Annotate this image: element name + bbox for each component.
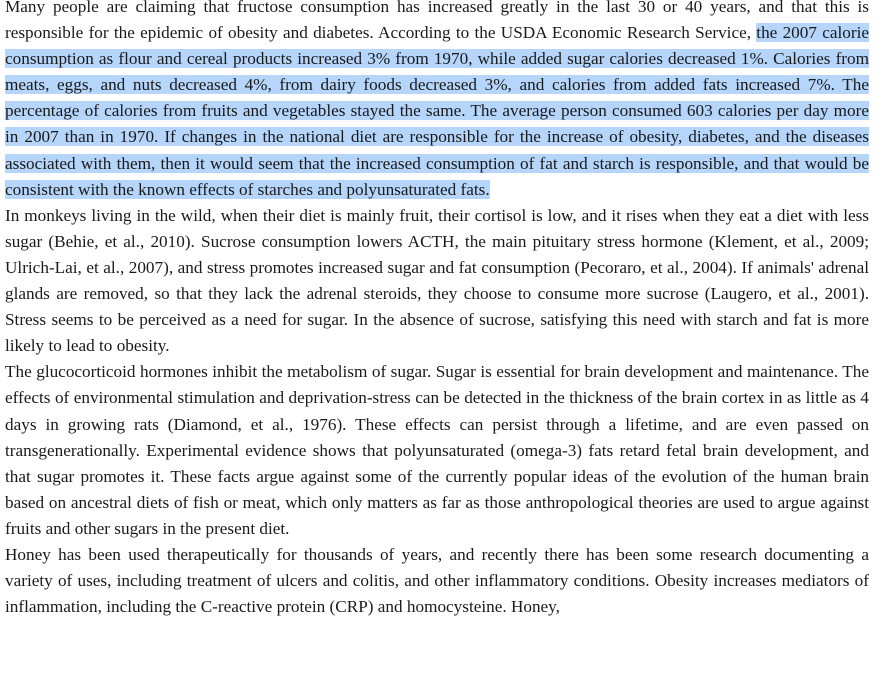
paragraph-fructose-consumption	[5, 0, 869, 203]
article-body	[5, 0, 869, 620]
selected-text-highlight[interactable]: the 2007 calorie consumption as flour and cereal products increased 3% from 1970, while added sugar calories decreased 1%. Calories from meats, eggs, and nuts decreased 4%, from dairy foods decreased 3%, and calories from added fats increased 7%. The percentage of calories from fruits and vegetables stayed the same. The average person consumed 603 calories per day more in 2007 than in 1970. If changes in the national diet are responsible for the increase of obesity, diabetes, and the diseases associated with them, then it would seem that the increased consumption of fat and starch is responsible, and that would be consistent with the known effects of starches and polyunsaturated fats.	[5, 23, 869, 199]
paragraph-glucocorticoid-hormones[interactable]: The glucocorticoid hormones inhibit the metabolism of sugar. Sugar is essential for brain development and maintenance. The effects of environmental stimulation and deprivation-stress can be detected in the thickness of the brain cortex in as little as 4 days in growing rats (Diamond, et al., 1976). These effects can persist through a lifetime, and are even passed on transgenerationally. Experimental evidence shows that polyunsaturated (omega-3) fats retard fetal brain development, and that sugar promotes it. These facts argue against some of the currently popular ideas of the evolution of the human brain based on ancestral diets of fish or meat, which only matters as far as those anthropological theories are used to argue against fruits and other sugars in the present diet.	[5, 362, 869, 538]
paragraph-honey-therapeutic[interactable]: Honey has been used therapeutically for thousands of years, and recently there has been some research documenting a variety of uses, including treatment of ulcers and colitis, and other inflammatory conditions. Obesity increases mediators of inflammation, including the C-reactive protein (CRP) and homocysteine. Honey,	[5, 544, 869, 617]
paragraph-monkeys-cortisol[interactable]: In monkeys living in the wild, when their diet is mainly fruit, their cortisol is low, and it rises when they eat a diet with less sugar (Behie, et al., 2010). Sucrose consumption lowers ACTH, the main pituitary stress hormone (Klement, et al., 2009; Ulrich-Lai, et al., 2007), and stress promotes increased sugar and fat consumption (Pecoraro, et al., 2004). If animals' adrenal glands are removed, so that they lack the adrenal steroids, they choose to consume more sucrose (Laugero, et al., 2001). Stress seems to be perceived as a need for sugar. In the absence of sucrose, satisfying this need with starch and fat is more likely to lead to obesity.	[5, 205, 869, 356]
paragraph-fructose-intro-text[interactable]: Many people are claiming that fructose consumption has increased greatly in the last 30 or 40 years, and that this is responsible for the epidemic of obesity and diabetes. According to the USDA Economic Research Service,	[5, 0, 869, 43]
